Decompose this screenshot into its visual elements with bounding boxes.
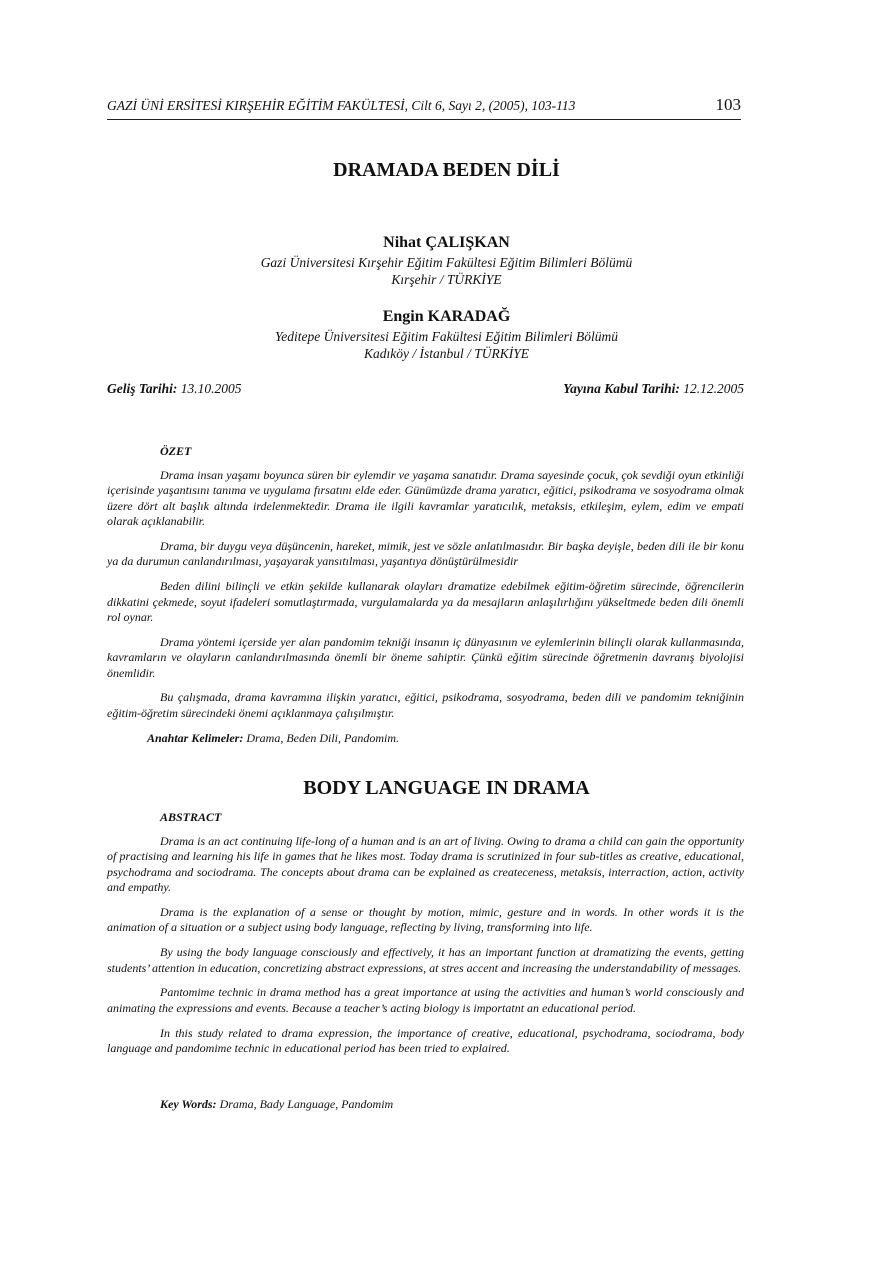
abstract-keywords-value: Drama, Bady Language, Pandomim bbox=[216, 1097, 394, 1111]
author-location-2: Kadıköy / İstanbul / TÜRKİYE bbox=[364, 346, 529, 361]
ozet-paragraph: Beden dilini bilinçli ve etkin şekilde kullanarak olayları dramatize edebilmek eğitim-öğretim sürecinde, öğrencilerin dikkatini çekmede, soyut ifadeleri somutlaştırmada, vurgulamalarda ya da mesajların anlaşılırlığını yükseltmede beden dili önemli rol oynar. bbox=[107, 579, 744, 625]
abstract-paragraph: Drama is the explanation of a sense or thought by motion, mimic, gesture and in words. In other words it is the animation of a situation or a subject using body language, reflecting by living, transforming into life. bbox=[107, 905, 744, 935]
page-number: 103 bbox=[715, 95, 741, 114]
abstract-paragraph: In this study related to drama expression, the importance of creative, educational, psychodrama, sociodrama, body language and pandomime technic in educational period has been tried to explaired. bbox=[107, 1025, 744, 1056]
abstract-paragraph: By using the body language consciously and effectively, it has an important function at dramatizing the events, getting students’ attention in education, concretizing abstract expressions, at stres accent and increasing the understandability of messages. bbox=[107, 945, 744, 975]
received-value: 13.10.2005 bbox=[177, 381, 242, 396]
ozet-keywords bbox=[147, 731, 399, 746]
accepted-label: Yayına Kabul Tarihi: bbox=[563, 381, 680, 396]
journal-citation: GAZİ ÜNİ ERSİTESİ KIRŞEHİR EĞİTİM FAKÜLTESİ, Cilt 6, Sayı 2, (2005), 103-113 bbox=[107, 98, 576, 113]
abstract-paragraph: Pantomime technic in drama method has a great importance at using the activities and human’s world consciously and animating the expressions and events. Because a teacher’s acting biology is importatnt an educational period. bbox=[107, 985, 744, 1015]
abstract-keywords bbox=[160, 1097, 393, 1112]
ozet-paragraph: Drama, bir duygu veya düşüncenin, hareket, mimik, jest ve sözle anlatılmasıdır. Bir başka deyişle, beden dili ile bir konu ya da durumun canlandırılması, yaşayarak yansıtılması, yaşantıya dönüştürülmesidir bbox=[107, 539, 744, 569]
received-date bbox=[107, 381, 242, 397]
author-affiliation-2: Yeditepe Üniversitesi Eğitim Fakültesi Eğitim Bilimleri Bölümü bbox=[275, 329, 618, 344]
abstract-keywords-label: Key Words: bbox=[160, 1097, 217, 1111]
author-location-1: Kırşehir / TÜRKİYE bbox=[391, 272, 502, 287]
author-affiliation-1: Gazi Üniversitesi Kırşehir Eğitim Fakültesi Eğitim Bilimleri Bölümü bbox=[260, 255, 633, 270]
accepted-date bbox=[563, 381, 744, 397]
ozet-paragraph: Bu çalışmada, drama kavramına ilişkin yaratıcı, eğitici, psikodrama, sosyodrama, beden dili ve pandomim tekniğinin eğitim-öğretim sürecindeki önemi açıklanmaya çalışılmıştır. bbox=[107, 690, 744, 720]
ozet-paragraph: Drama insan yaşamı boyunca süren bir eylemdir ve yaşama sanatıdır. Drama sayesinde çocuk, çok sevdiği oyun etkinliği içerisinde yaşantısını tanıma ve uygulama fırsatını elde eder. Günümüzde drama yaratıcı, eğitici, psikodrama ve sosyodrama olmak üzere dört alt başlık altında irdelenmektedir. Drama ile ilgili kavramlar yaratıcılık, metaksis, etkileşim, eylem, edim ve empati olarak açıklanabilir. bbox=[107, 468, 744, 529]
ozet-body bbox=[107, 468, 744, 731]
running-header bbox=[107, 95, 741, 120]
ozet-paragraph: Drama yöntemi içerside yer alan pandomim tekniği insanın iç dünyasının ve eylemlerinin bilinçli olarak kullanmasında, kavramların ve olayların canlandırılmasında önemli bir öneme sahiptir. Çünkü eğitim sürecinde öğretmenin davranış biyolojisi önemlidir. bbox=[107, 634, 744, 680]
author-name-1: Nihat ÇALIŞKAN bbox=[383, 234, 510, 251]
ozet-keywords-value: Drama, Beden Dili, Pandomim. bbox=[243, 731, 399, 745]
received-label: Geliş Tarihi: bbox=[107, 381, 178, 396]
ozet-heading: ÖZET bbox=[160, 444, 192, 458]
article-title-turkish: DRAMADA BEDEN DİLİ bbox=[333, 159, 560, 181]
article-title-english: BODY LANGUAGE IN DRAMA bbox=[303, 777, 590, 799]
accepted-value: 12.12.2005 bbox=[679, 381, 744, 396]
abstract-paragraph: Drama is an act continuing life-long of a human and is an art of living. Owing to drama a child can gain the opportunity of practising and learning his life in games that he likes most. Today drama is scrutinized in four sub-titles as creative, educational, psychodrama and sociodrama. The concepts about drama can be explained as createceness, metaksis, interraction, action, activity and empathy. bbox=[107, 834, 744, 895]
abstract-body bbox=[107, 834, 744, 1066]
ozet-keywords-label: Anahtar Kelimeler: bbox=[147, 731, 244, 745]
author-name-2: Engin KARADAĞ bbox=[382, 308, 511, 325]
abstract-heading: ABSTRACT bbox=[160, 810, 222, 824]
